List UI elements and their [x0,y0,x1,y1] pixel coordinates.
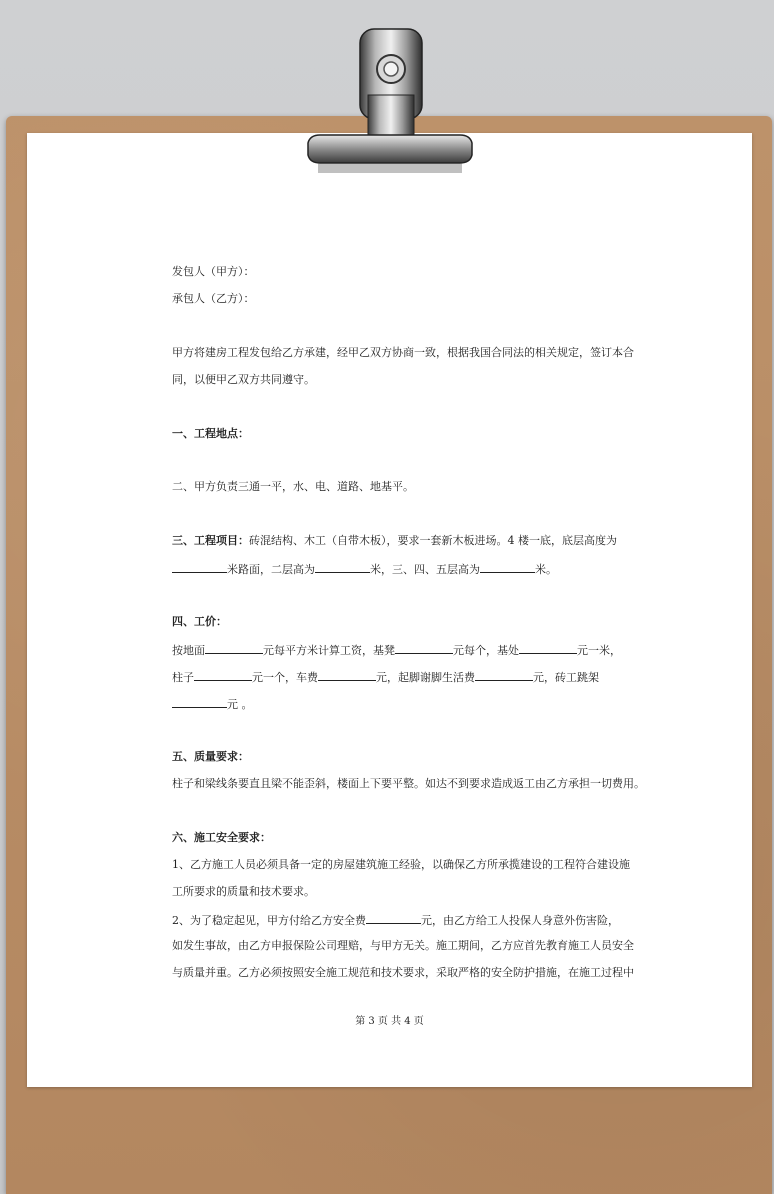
text-fragment: 米，三、四、五层高为 [370,563,480,576]
blank-field[interactable] [172,561,227,573]
blank-field[interactable] [318,669,376,681]
section-6-title: 六、施工安全要求： [172,831,271,844]
page-number-footer: 第 3 页 共 4 页 [355,1016,424,1027]
section-6-p2-line-2: 如发生事故，由乙方申报保险公司理赔，与甲方无关。施工期间，乙方应首先教育施工人员安全 [172,939,634,952]
section-6-p2-line-1 [172,912,619,928]
blank-field[interactable] [519,642,577,654]
intro-line-1: 甲方将建房工程发包给乙方承建，经甲乙双方协商一致，根据我国合同法的相关规定，签订本合 [172,346,634,359]
section-4-line-2 [172,669,599,685]
text-fragment: 2、为了稳定起见，甲方付给乙方安全费 [172,914,366,927]
blank-field[interactable] [475,669,533,681]
document-page [27,133,752,1087]
text-fragment: 元一米， [577,644,621,657]
section-3-line-1 [172,534,617,548]
section-3-line-2 [172,561,557,577]
blank-field[interactable] [315,561,370,573]
text-fragment: 元，砖工跳架 [533,671,599,684]
text-fragment: 元每平方米计算工资，基凳 [263,644,395,657]
section-5-title: 五、质量要求： [172,750,249,763]
section-3-text: 砖混结构、木工（自带木板），要求一套新木板进场。4 楼一底，底层高度为 [249,534,617,547]
text-fragment: 元，起脚谢脚生活费 [376,671,475,684]
section-3-title: 三、工程项目： [172,534,249,547]
blank-field[interactable] [366,912,421,924]
binder-clip-icon [300,25,480,180]
section-1-title: 一、工程地点： [172,427,249,440]
blank-field[interactable] [480,561,535,573]
blank-field[interactable] [395,642,453,654]
blank-field[interactable] [205,642,263,654]
party-a-label: 发包人（甲方）： [172,265,255,278]
text-fragment: 米。 [535,563,557,576]
text-fragment: 元一个，车费 [252,671,318,684]
section-2-text: 二、甲方负责三通一平，水、电、道路、地基平。 [172,480,414,493]
text-fragment: 元每个，基处 [453,644,519,657]
section-6-p1-line-2: 工所要求的质量和技术要求。 [172,885,315,898]
text-fragment: 柱子 [172,671,194,684]
text-fragment: 米路面，二层高为 [227,563,315,576]
section-4-line-3 [172,696,253,712]
text-fragment: 按地面 [172,644,205,657]
text-fragment: 元，由乙方给工人投保人身意外伤害险， [421,914,619,927]
blank-field[interactable] [194,669,252,681]
section-6-p2-line-3: 与质量并重。乙方必须按照安全施工规范和技术要求，采取严格的安全防护措施，在施工过程中 [172,966,634,979]
text-fragment: 元 。 [227,698,253,711]
section-6-p1-line-1: 1、乙方施工人员必须具备一定的房屋建筑施工经验，以确保乙方所承揽建设的工程符合建设施 [172,858,630,871]
blank-field[interactable] [172,696,227,708]
section-4-line-1 [172,642,621,658]
party-b-label: 承包人（乙方）： [172,292,255,305]
section-4-title: 四、工价： [172,615,227,628]
section-5-text: 柱子和梁线条要直且梁不能歪斜，楼面上下要平整。如达不到要求造成返工由乙方承担一切费用。 [172,777,645,790]
intro-line-2: 同，以便甲乙双方共同遵守。 [172,373,315,386]
